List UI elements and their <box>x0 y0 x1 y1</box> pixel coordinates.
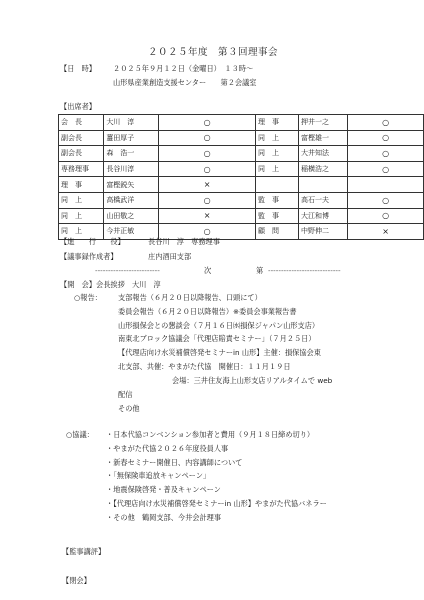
attendance-mark: ○ <box>348 115 424 131</box>
attendee-name: 中野伸二 <box>299 224 348 240</box>
attendance-mark: ○ <box>348 192 424 208</box>
report-item: 支部報告（６月２０日以降報告、口頭にて） <box>118 293 262 302</box>
attendance-mark: ○ <box>159 192 256 208</box>
attendee-name: 長谷川淳 <box>104 161 159 177</box>
agenda-item: ・その他 鶴岡支部、今井会計理事 <box>106 513 222 522</box>
venue: 山形県産業創造支援センター 第２会議室 <box>113 78 257 87</box>
attendance-mark: ○ <box>348 208 424 224</box>
attendee-name: 富樫雄一 <box>299 130 348 146</box>
datetime-label: 【日 時】 <box>60 64 96 73</box>
attendance-mark: × <box>159 208 256 224</box>
attendance-mark: ○ <box>159 224 256 240</box>
attendee-row <box>59 161 424 177</box>
agenda-item: ・地震保険啓発・普及キャンペーン <box>106 485 221 494</box>
agenda-item: ・新春セミナー開催日、内容講師について <box>106 458 243 467</box>
next-label: 次 <box>204 266 212 275</box>
attendee-row <box>59 146 424 162</box>
attendee-name: 今井正敏 <box>104 224 159 240</box>
attendee-name: 大川 淳 <box>104 115 159 131</box>
attendee-role: 副会長 <box>59 146 104 162</box>
report-item: 北支部、共催：やまがた代協 開催日：１１月１９日 <box>118 362 291 371</box>
attendee-row <box>59 130 424 146</box>
attendee-role: 理 事 <box>59 177 104 193</box>
recorder-value: 庄内酒田支部 <box>148 252 192 261</box>
attendee-name: 山田敬之 <box>104 208 159 224</box>
attendee-row <box>59 115 424 131</box>
attendee-role: 同 上 <box>59 208 104 224</box>
agenda-item: ・やまがた代協２０２６年度役員人事 <box>106 444 229 453</box>
attendee-role: 同 上 <box>255 130 298 146</box>
attendee-name: 押井一之 <box>299 115 348 131</box>
attendee-role: 監 事 <box>255 208 298 224</box>
attendee-role: 顧 問 <box>255 224 298 240</box>
attendee-role: 会 長 <box>59 115 104 131</box>
attendee-role: 同 上 <box>255 146 298 162</box>
report-item: 【代理店向け水災補償啓発セミナーin 山形】主催：損保協会東 <box>118 348 321 357</box>
agenda-item: ・日本代協コンベンション参加者と費用（９月１８日締め切り） <box>106 430 315 439</box>
auditor-review-label: 【監事講評】 <box>62 547 106 556</box>
attendee-role: 副会長 <box>59 130 104 146</box>
attendance-mark: ○ <box>159 146 256 162</box>
attendee-name: 大江和博 <box>299 208 348 224</box>
attendee-role: 同 上 <box>59 192 104 208</box>
report-item: 山形損保会との懇談会（７月１６日㈬損保ジャパン山形支店） <box>118 321 320 330</box>
separator-right: ---------------------------- <box>268 266 341 275</box>
report-item: 南東北ブロック協議会「代理店賠責セミナー」（７月２５日） <box>118 334 316 343</box>
attendance-mark: ○ <box>348 130 424 146</box>
datetime-value: ２０２５年９月１２日（金曜日） １３時～ <box>113 64 254 73</box>
separator-left: ------------------------- <box>95 266 160 275</box>
attendee-row <box>59 192 424 208</box>
document-title: ２０２５年度 第３回理事会 <box>148 47 279 58</box>
report-item: 配信 <box>118 390 133 399</box>
recorder-label: 【議事録作成者】 <box>60 252 118 261</box>
number-label: 第 <box>256 266 264 275</box>
attendee-name: 高橋武洋 <box>104 192 159 208</box>
attendance-mark: ○ <box>159 161 256 177</box>
attendees-table <box>58 114 424 240</box>
report-item: 会場：三井住友海上山形支店リアルタイムで web <box>172 376 333 385</box>
attendee-name: 森 浩一 <box>104 146 159 162</box>
attendee-name <box>299 177 348 193</box>
report-label: ○報告： <box>74 293 102 302</box>
closing-label: 【閉会】 <box>62 576 91 585</box>
chair-label: 【進 行 役】 <box>60 237 125 246</box>
attendance-mark: × <box>159 177 256 193</box>
attendee-role: 同 上 <box>255 161 298 177</box>
attendee-name: 稲横浩之 <box>299 161 348 177</box>
attendee-row <box>59 208 424 224</box>
attendance-mark: ○ <box>348 161 424 177</box>
attendee-role: 同 上 <box>59 224 104 240</box>
attendance-mark: × <box>348 224 424 240</box>
attendee-role <box>255 177 298 193</box>
attendee-role: 理 事 <box>255 115 298 131</box>
attendee-role: 専務理事 <box>59 161 104 177</box>
opening-value: 会長挨拶 大川 淳 <box>96 280 161 289</box>
report-item: 委員会報告（６月２０日以降報告）※委員会事業報告書 <box>118 307 297 316</box>
opening-label: 【開 会】 <box>60 280 96 289</box>
chair-value: 長谷川 淳 専務理事 <box>148 237 220 246</box>
attendance-mark: ○ <box>159 130 256 146</box>
attendance-mark <box>348 177 424 193</box>
attendance-mark: ○ <box>159 115 256 131</box>
attendee-name: 高石一夫 <box>299 192 348 208</box>
agenda-item: ・「無保険車追放キャンペーン」 <box>106 471 211 480</box>
attendee-row <box>59 177 424 193</box>
attendee-name: 薑田厚子 <box>104 130 159 146</box>
agenda-label: ○協議： <box>66 430 94 439</box>
report-item: その他 <box>118 404 140 413</box>
attendees-label: 【出席者】 <box>60 102 96 111</box>
attendance-mark: ○ <box>348 146 424 162</box>
attendee-role: 監 事 <box>255 192 298 208</box>
attendee-name: 大井知法 <box>299 146 348 162</box>
agenda-item: ・【代理店向け水災補償啓発セミナーin 山形】やまがた代協バネラー <box>106 499 327 508</box>
attendee-name: 富樫鋭矢 <box>104 177 159 193</box>
